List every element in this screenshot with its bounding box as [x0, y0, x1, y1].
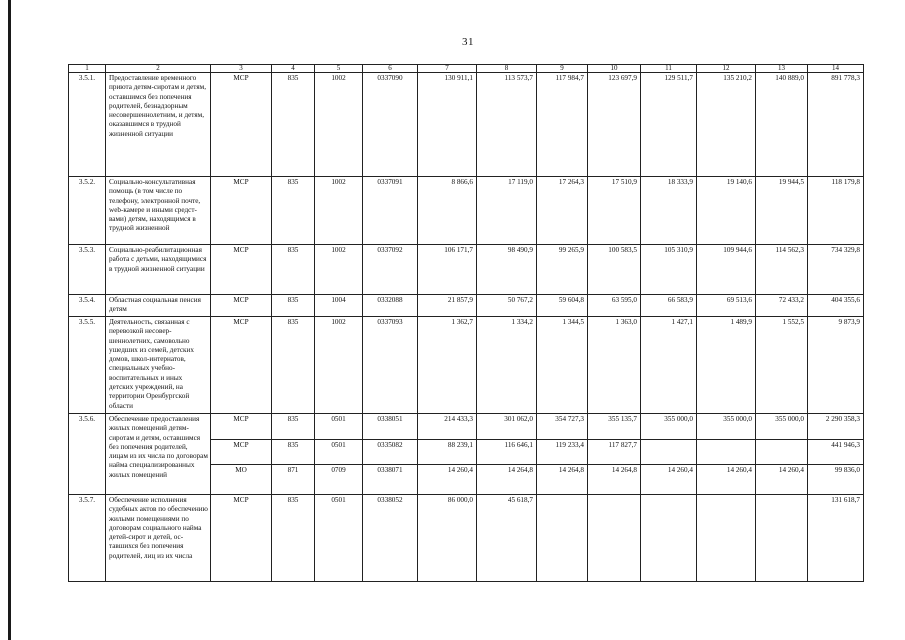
- target-code: 0332088: [363, 295, 418, 317]
- target-code: 0335082: [363, 440, 418, 465]
- amount-col12: [697, 440, 756, 465]
- target-code: 0337092: [363, 245, 418, 295]
- table-row: [69, 177, 864, 245]
- amount-col13: 114 562,3: [756, 245, 808, 295]
- column-number: 3: [211, 65, 272, 73]
- amount-col9: 59 604,8: [537, 295, 588, 317]
- amount-col11: 105 310,9: [641, 245, 697, 295]
- amount-total: 441 946,3: [808, 440, 864, 465]
- amount-col7: 1 362,7: [418, 317, 477, 414]
- row-number: 3.5.6.: [69, 414, 106, 495]
- amount-col7: 8 866,6: [418, 177, 477, 245]
- column-number: 6: [363, 65, 418, 73]
- amount-col8: 98 490,9: [477, 245, 537, 295]
- grbs-code: 835: [272, 440, 315, 465]
- row-number: 3.5.2.: [69, 177, 106, 245]
- measure-name: Социально-консультативная помощь (в том числе по телефону, электронной почте, web-камере и иными средствами) детям, находящимся в трудной жизненной: [106, 177, 211, 245]
- target-code: 0337093: [363, 317, 418, 414]
- amount-col9: 14 264,8: [537, 465, 588, 495]
- table-row: [69, 414, 864, 440]
- row-number: 3.5.3.: [69, 245, 106, 295]
- column-number: 9: [537, 65, 588, 73]
- amount-col7: 214 433,3: [418, 414, 477, 440]
- amount-total: 2 290 358,3: [808, 414, 864, 440]
- column-number: 13: [756, 65, 808, 73]
- amount-col8: 113 573,7: [477, 73, 537, 177]
- section-code: 1002: [315, 73, 363, 177]
- amount-col9: 117 984,7: [537, 73, 588, 177]
- amount-col13: 19 944,5: [756, 177, 808, 245]
- executor: МСР: [211, 73, 272, 177]
- grbs-code: 835: [272, 495, 315, 582]
- section-code: 0501: [315, 495, 363, 582]
- amount-total: 9 873,9: [808, 317, 864, 414]
- table-row: [69, 317, 864, 414]
- column-number: 8: [477, 65, 537, 73]
- executor: МО: [211, 465, 272, 495]
- amount-col12: 355 000,0: [697, 414, 756, 440]
- amount-col12: 19 140,6: [697, 177, 756, 245]
- grbs-code: 835: [272, 414, 315, 440]
- amount-col12: [697, 495, 756, 582]
- section-code: 1002: [315, 317, 363, 414]
- column-number: 10: [588, 65, 641, 73]
- amount-col9: 119 233,4: [537, 440, 588, 465]
- amount-col11: [641, 440, 697, 465]
- amount-col10: 1 363,0: [588, 317, 641, 414]
- amount-col8: 301 062,0: [477, 414, 537, 440]
- executor: МСР: [211, 295, 272, 317]
- executor: МСР: [211, 440, 272, 465]
- amount-col7: 106 171,7: [418, 245, 477, 295]
- amount-col8: 116 646,1: [477, 440, 537, 465]
- row-number: 3.5.7.: [69, 495, 106, 582]
- amount-col13: [756, 440, 808, 465]
- amount-col11: 14 260,4: [641, 465, 697, 495]
- amount-total: 118 179,8: [808, 177, 864, 245]
- amount-col13: 355 000,0: [756, 414, 808, 440]
- section-code: 0501: [315, 440, 363, 465]
- table-row: [69, 295, 864, 317]
- column-number: 1: [69, 65, 106, 73]
- amount-col13: [756, 495, 808, 582]
- grbs-code: 871: [272, 465, 315, 495]
- amount-col8: 17 119,0: [477, 177, 537, 245]
- column-number-row: [69, 65, 864, 73]
- measure-name: Деятельность, связанная с перевозкой несовершеннолетних, самовольно ушедших из семей, детских домов, школ-интернатов, специальных учебно-воспитательных и иных детских учреждений, на территории Оренбургской области: [106, 317, 211, 414]
- section-code: 1002: [315, 245, 363, 295]
- column-number: 14: [808, 65, 864, 73]
- amount-col11: 1 427,1: [641, 317, 697, 414]
- amount-col11: 66 583,9: [641, 295, 697, 317]
- amount-col10: [588, 495, 641, 582]
- amount-col10: 17 510,9: [588, 177, 641, 245]
- section-code: 0709: [315, 465, 363, 495]
- amount-col10: 355 135,7: [588, 414, 641, 440]
- section-code: 0501: [315, 414, 363, 440]
- grbs-code: 835: [272, 317, 315, 414]
- amount-col10: 14 264,8: [588, 465, 641, 495]
- column-number: 5: [315, 65, 363, 73]
- table-row: [69, 73, 864, 177]
- row-number: 3.5.1.: [69, 73, 106, 177]
- executor: МСР: [211, 245, 272, 295]
- amount-col11: 18 333,9: [641, 177, 697, 245]
- amount-col8: 14 264,8: [477, 465, 537, 495]
- amount-col13: 72 433,2: [756, 295, 808, 317]
- amount-col11: 129 511,7: [641, 73, 697, 177]
- amount-col7: 88 239,1: [418, 440, 477, 465]
- amount-col8: 1 334,2: [477, 317, 537, 414]
- amount-col12: 14 260,4: [697, 465, 756, 495]
- target-code: 0338051: [363, 414, 418, 440]
- column-number: 4: [272, 65, 315, 73]
- grbs-code: 835: [272, 245, 315, 295]
- grbs-code: 835: [272, 73, 315, 177]
- amount-col11: [641, 495, 697, 582]
- measure-name: Социально-реабилитационная работа с детьми, находящимися в трудной жизненной ситуации: [106, 245, 211, 295]
- grbs-code: 835: [272, 177, 315, 245]
- amount-col13: 1 552,5: [756, 317, 808, 414]
- amount-total: 404 355,6: [808, 295, 864, 317]
- amount-col9: 17 264,3: [537, 177, 588, 245]
- amount-col10: 63 595,0: [588, 295, 641, 317]
- amount-col12: 69 513,6: [697, 295, 756, 317]
- amount-total: 891 778,3: [808, 73, 864, 177]
- measure-name: Областная социальная пенсия детям: [106, 295, 211, 317]
- page-number: 31: [462, 36, 474, 48]
- binding-edge: [8, 0, 11, 640]
- amount-col12: 109 944,6: [697, 245, 756, 295]
- amount-total: 734 329,8: [808, 245, 864, 295]
- table-row: [69, 495, 864, 582]
- amount-col10: 117 827,7: [588, 440, 641, 465]
- amount-col12: 135 210,2: [697, 73, 756, 177]
- section-code: 1002: [315, 177, 363, 245]
- amount-col8: 50 767,2: [477, 295, 537, 317]
- amount-col7: 130 911,1: [418, 73, 477, 177]
- row-number: 3.5.4.: [69, 295, 106, 317]
- target-code: 0337091: [363, 177, 418, 245]
- executor: МСР: [211, 414, 272, 440]
- row-number: 3.5.5.: [69, 317, 106, 414]
- amount-col9: 354 727,3: [537, 414, 588, 440]
- column-number: 2: [106, 65, 211, 73]
- amount-col10: 100 583,5: [588, 245, 641, 295]
- amount-col13: 140 889,0: [756, 73, 808, 177]
- target-code: 0338071: [363, 465, 418, 495]
- table-row: [69, 245, 864, 295]
- column-number: 7: [418, 65, 477, 73]
- amount-col9: [537, 495, 588, 582]
- target-code: 0338052: [363, 495, 418, 582]
- amount-total: 131 618,7: [808, 495, 864, 582]
- measure-name: Обеспечение предоставления жилых помещений детям-сиротам и детям, оставшимся без попечения родителей, лицам из их числа по договорам найма специализированных жилых помещений: [106, 414, 211, 495]
- executor: МСР: [211, 495, 272, 582]
- measure-name: Предоставление временного приюта детям-сиротам и детям, оставшимся без попечения родителей, безнадзорным несовершеннолетним, и детям, оказавшимся в трудной жизненной ситуации: [106, 73, 211, 177]
- amount-col10: 123 697,9: [588, 73, 641, 177]
- amount-col13: 14 260,4: [756, 465, 808, 495]
- executor: МСР: [211, 177, 272, 245]
- grbs-code: 835: [272, 295, 315, 317]
- column-number: 11: [641, 65, 697, 73]
- amount-total: 99 836,0: [808, 465, 864, 495]
- measure-name: Обеспечение исполнения судебных актов по обеспечению жилыми помещениями по договорам социального найма детей-сирот и детей, оставшихся без попечения родителей, лиц из их числа: [106, 495, 211, 582]
- budget-table: [68, 64, 864, 582]
- amount-col8: 45 618,7: [477, 495, 537, 582]
- executor: МСР: [211, 317, 272, 414]
- amount-col7: 21 857,9: [418, 295, 477, 317]
- amount-col7: 14 260,4: [418, 465, 477, 495]
- amount-col11: 355 000,0: [641, 414, 697, 440]
- amount-col9: 1 344,5: [537, 317, 588, 414]
- target-code: 0337090: [363, 73, 418, 177]
- column-number: 12: [697, 65, 756, 73]
- amount-col7: 86 000,0: [418, 495, 477, 582]
- amount-col9: 99 265,9: [537, 245, 588, 295]
- amount-col12: 1 489,9: [697, 317, 756, 414]
- section-code: 1004: [315, 295, 363, 317]
